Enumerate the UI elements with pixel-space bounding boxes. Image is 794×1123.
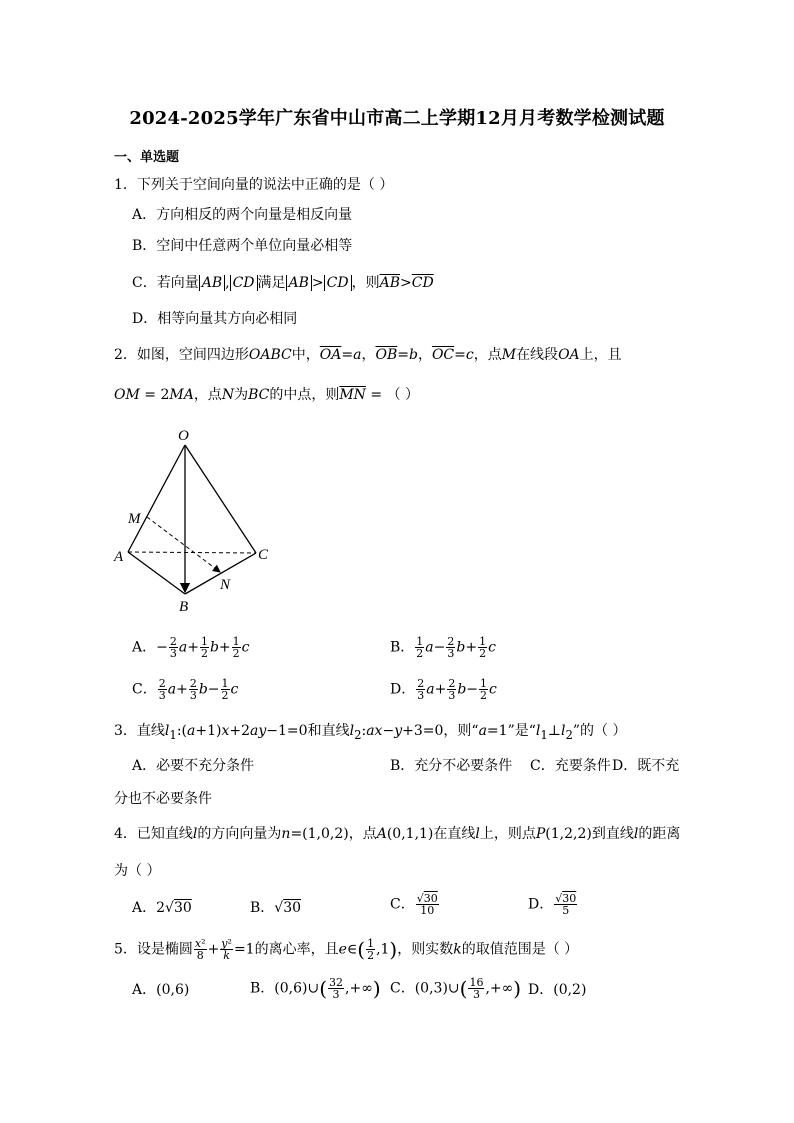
- q4-stem-f: 到直线: [591, 826, 634, 842]
- q4-stem-line1: 4．已知直线l的方向向量为n=(1,0,2)，点A(0,1,1)在直线l上，则点P(1,2,2)到直线l的距离: [114, 826, 681, 842]
- q2-option-b-label: B．: [390, 639, 415, 656]
- edge-ab: [128, 552, 185, 594]
- q2-option-d: D． $\frac{2}{3}$ a+ $\frac{2}{3}$ b− $\frac{1}{2}$ c: [390, 677, 497, 702]
- q3-stem-b: 和直线: [307, 723, 350, 739]
- label-a: A: [114, 549, 124, 565]
- q2-stem-line2: OM = 2MA，点N为BC的中点，则$\overline{MN}$ = （ ）: [114, 387, 420, 403]
- q5-stem-d: 的取值范围是（ ）: [461, 941, 579, 958]
- label-c: C: [258, 547, 269, 563]
- q3-option-a: A．必要不充分条件: [132, 758, 255, 774]
- q5-stem: 5．设是椭圆 $\frac{\text{x²}}{8}$ + $\frac{\text{y²}}{k}$ =1的离心率，且e∈( $\frac{1}{2}$ ,1)，则实数k的取值范围是（ ）: [114, 937, 579, 962]
- q5-option-a-label: A．: [132, 982, 157, 998]
- q4-option-c-label: C．: [390, 896, 415, 913]
- q4-stem-e: 上，则点: [479, 826, 536, 842]
- q5-option-b: B．(0,6)∪( $\frac{32}{3}$ ,+∞): [250, 976, 381, 1001]
- q2-option-a: A．− $\frac{2}{3}$ a+ $\frac{1}{2}$ b+ $\frac{1}{2}$ c: [132, 635, 250, 660]
- q3-stem-e: ”的（ ）: [572, 723, 627, 739]
- q4-option-a-label: A．: [132, 900, 157, 916]
- q1-option-c-then: ，则: [351, 275, 380, 291]
- q2-option-c: C． $\frac{2}{3}$ a+ $\frac{2}{3}$ b− $\frac{1}{2}$ c: [132, 677, 239, 702]
- vector-mn: [147, 517, 220, 572]
- q3-option-d-continued: 分也不必要条件: [114, 791, 212, 807]
- q1-option-c-mid: 满足: [257, 275, 286, 291]
- section-heading: 一、单选题: [114, 150, 180, 165]
- q4-stem-c: ，点: [348, 826, 377, 842]
- q3-stem-d: ”是“: [507, 723, 536, 739]
- tetrahedron-diagram: [108, 420, 288, 620]
- page-title: 2024-2025学年广东省中山市高二上学期12月月考数学检测试题: [129, 108, 665, 129]
- q3-stem-c: ，则“: [443, 723, 479, 739]
- q3-option-b: B．充分不必要条件: [390, 758, 513, 774]
- q5-option-c-label: C．: [390, 980, 415, 997]
- label-o: O: [178, 428, 189, 444]
- label-m: M: [128, 511, 141, 527]
- q5-option-c: C．(0,3)∪( $\frac{16}{3}$ ,+∞): [390, 976, 522, 1001]
- q4-option-a: A．2√30: [132, 900, 192, 916]
- q4-option-b-label: B．: [250, 900, 275, 916]
- q2-option-a-label: A．: [132, 639, 157, 656]
- q2-line2-c: 的中点，则: [269, 387, 340, 403]
- q1-option-c-prefix: C．若向量: [132, 275, 199, 291]
- q5-option-b-label: B．: [250, 980, 275, 997]
- q2-stem-c: ，点: [473, 347, 502, 363]
- q3-stem-a: 3．直线: [114, 723, 165, 739]
- q1-option-b: B．空间中任意两个单位向量必相等: [132, 238, 353, 254]
- q4-stem-a: 4．已知直线: [114, 826, 193, 842]
- q2-stem-b: 中，: [291, 347, 320, 363]
- q5-option-a: A．(0,6): [132, 982, 190, 998]
- q2-option-d-label: D．: [390, 681, 416, 698]
- q4-option-b: B．√30: [250, 900, 302, 916]
- q2-stem-d: 在线段: [516, 347, 559, 363]
- q2-stem-e: 上，且: [579, 347, 622, 363]
- q1-option-a: A．方向相反的两个向量是相反向量: [132, 207, 353, 223]
- q4-option-c: C． $\frac{√30}{10}$: [390, 892, 438, 917]
- edge-oc: [185, 445, 256, 553]
- q4-stem-line2: 为（ ）: [114, 863, 161, 879]
- q1-option-c: C．若向量 AB , CD 满足 AB > CD ，则$\overline{AB}>\overline{CD}$: [132, 275, 434, 291]
- q2-line2-a: ，点: [193, 387, 222, 403]
- q4-option-d-label: D．: [528, 896, 554, 913]
- edge-oa: [128, 445, 185, 552]
- q5-stem-a: 5．设是椭圆: [114, 941, 193, 958]
- q4-option-d: D． $\frac{√30}{5}$: [528, 892, 577, 917]
- q2-line2-b: 为: [234, 387, 249, 403]
- q2-stem-line1: 2．如图，空间四边形OABC中，$\overline{OA}=a$，$\overline{OB}=b$，$\overline{OC}=c$，点M在线段OA上，且: [114, 347, 622, 363]
- q1-option-d: D．相等向量其方向必相同: [132, 311, 298, 327]
- q2-stem-a: 2．如图，空间四边形: [114, 347, 249, 363]
- q5-stem-b: 的离心率，且: [254, 941, 339, 958]
- label-n: N: [220, 577, 231, 593]
- q4-stem-d: 在直线: [433, 826, 476, 842]
- q2-option-c-label: C．: [132, 681, 157, 698]
- q2-option-b: B． $\frac{1}{2}$ a− $\frac{2}{3}$ b+ $\frac{1}{2}$ c: [390, 635, 496, 660]
- q4-stem-g: 的距离: [638, 826, 681, 842]
- q5-option-d: D．(0,2): [528, 982, 587, 998]
- q4-stem-b: 的方向向量为: [197, 826, 282, 842]
- edge-ac-dashed: [128, 552, 256, 553]
- q5-option-d-label: D．: [528, 982, 554, 998]
- q5-stem-c: ，则实数: [397, 941, 454, 958]
- q1-stem: 1．下列关于空间向量的说法中正确的是（ ）: [114, 177, 394, 193]
- q3-option-c: C．充要条件: [530, 758, 611, 774]
- label-b: B: [179, 599, 189, 615]
- q2-line2-d: （ ）: [386, 387, 420, 403]
- q3-option-d: D．既不充: [612, 758, 680, 774]
- q3-stem: 3．直线$l_1:(a+1)x+2ay-1=0$和直线$l_2:ax-y+3=0$，则“a=1”是“$l_1\perp l_2$”的（ ）: [114, 723, 627, 742]
